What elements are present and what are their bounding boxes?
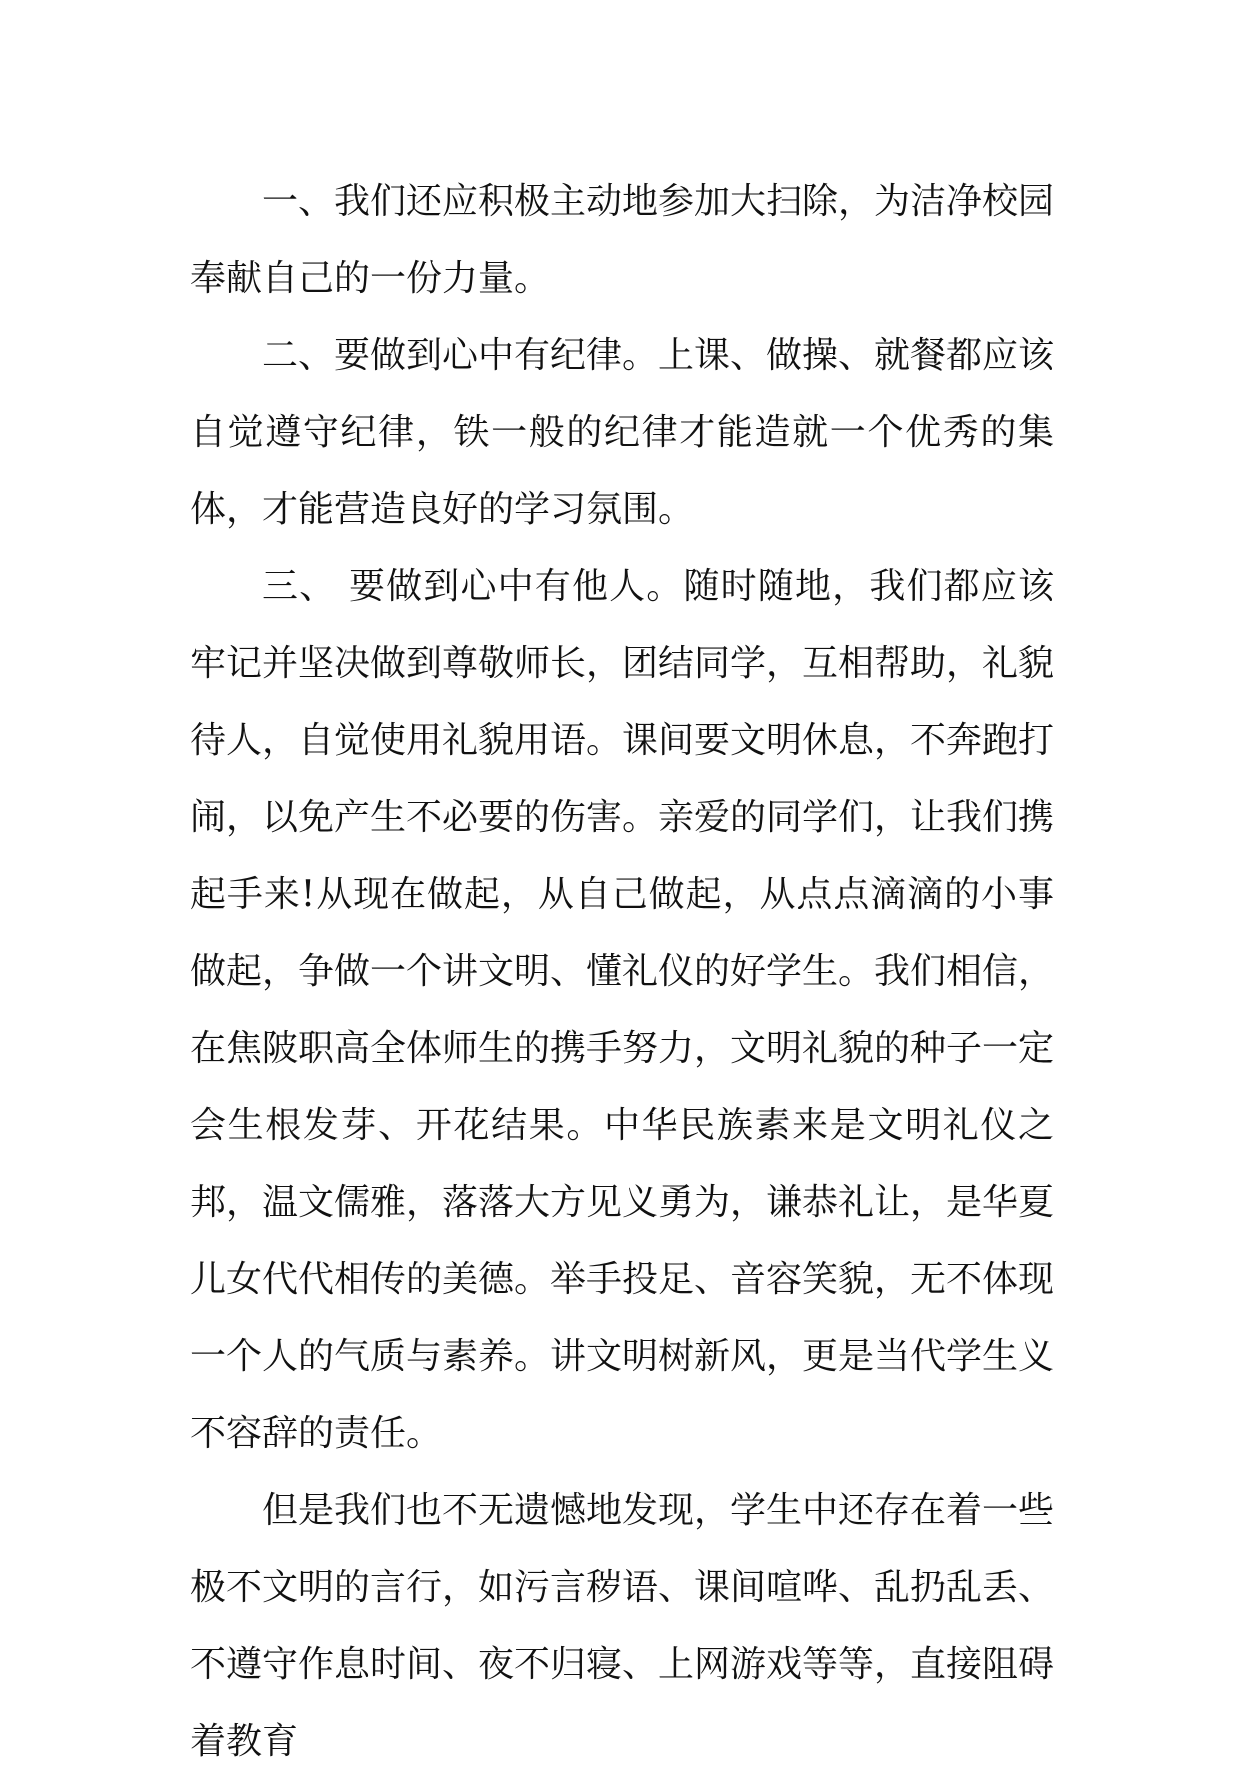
paragraph-2: 二、要做到心中有纪律。上课、做操、就餐都应该自觉遵守纪律，铁一般的纪律才能造就一个优秀的集体，才能营造良好的学习氛围。 [190, 335, 1055, 530]
paragraph-1: 一、我们还应积极主动地参加大扫除，为洁净校园奉献自己的一份力量。 [190, 181, 1055, 299]
paragraph-3: 三、 要做到心中有他人。随时随地，我们都应该牢记并坚决做到尊敬师长，团结同学，互相帮助，礼貌待人，自觉使用礼貌用语。课间要文明休息，不奔跑打闹，以免产生不必要的伤害。亲爱的同学们，让我们携起手来!从现在做起，从自己做起，从点点滴滴的小事做起，争做一个讲文明、懂礼仪的好学生。我们相信，在焦陂职高全体师生的携手努力，文明礼貌的种子一定会生根发芽、开花结果。中华民族素来是文明礼仪之邦，温文儒雅，落落大方见义勇为，谦恭礼让，是华夏儿女代代相传的美德。举手投足、音容笑貌，无不体现一个人的气质与素养。讲文明树新风，更是当代学生义不容辞的责任。 [190, 566, 1055, 1454]
document-body [190, 163, 1054, 1780]
paragraph-4: 但是我们也不无遗憾地发现，学生中还存在着一些极不文明的言行，如污言秽语、课间喧哗、乱扔乱丢、不遵守作息时间、夜不归寝、上网游戏等等，直接阻碍着教育 [190, 1490, 1055, 1762]
